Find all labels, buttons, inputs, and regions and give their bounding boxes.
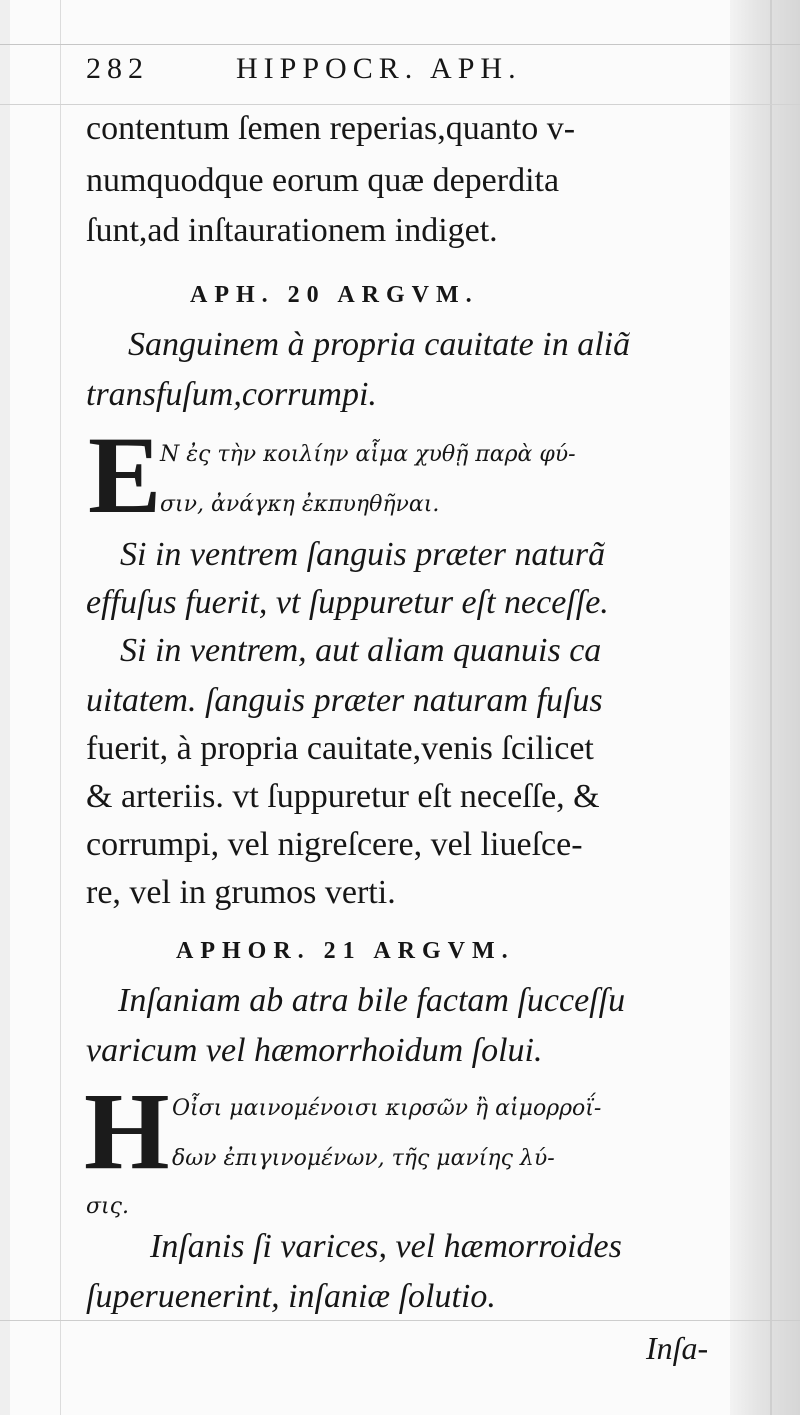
text-line: contentum ſemen reperias,quanto v-	[86, 110, 576, 147]
translation-line: Si in ventrem ſanguis præter naturã	[120, 536, 606, 573]
argument-line: transfuſum,corrumpi.	[86, 376, 377, 413]
greek-line: Οἶσι μαινομένοισι κιρσῶν ἢ αἱμορροΐ-	[172, 1096, 602, 1121]
running-head	[86, 52, 736, 86]
scan-top-line	[0, 44, 800, 45]
translation-line: Inſanis ſi varices, vel hæmorroides	[150, 1228, 622, 1265]
greek-line: δων ἐπιγινομένων, τῆς μανίης λύ-	[172, 1146, 555, 1171]
catchword: Inſa-	[646, 1330, 709, 1366]
commentary-line: Si in ventrem, aut aliam quanuis ca	[120, 632, 602, 669]
translation-line: ſuperuenerint, inſaniæ ſolutio.	[86, 1278, 496, 1315]
section-heading: APH. 20 ARGVM.	[190, 282, 479, 308]
scan-left-edge	[0, 0, 10, 1415]
argument-line: varicum vel hæmorrhoidum ſolui.	[86, 1032, 543, 1069]
greek-line: σις.	[86, 1194, 129, 1219]
page-title: HIPPOCR. APH.	[236, 52, 522, 85]
argument-line: Inſaniam ab atra bile factam ſucceſſu	[118, 982, 626, 1019]
greek-line: Ν ἐς τὴν κοιλίην αἷμα χυθῇ παρὰ φύ-	[160, 442, 576, 467]
commentary-line: corrumpi, vel nigreſcere, vel liueſce-	[86, 826, 583, 863]
drop-capital: H	[84, 1070, 170, 1192]
commentary-line: & arteriis. vt ſuppuretur eſt neceſſe, &	[86, 778, 600, 815]
scan-top-line-2	[0, 104, 800, 105]
section-heading: APHOR. 21 ARGVM.	[176, 938, 515, 964]
scan-right-edge	[730, 0, 800, 1415]
scan-bottom-line	[0, 1320, 800, 1321]
commentary-line: fuerit, à propria cauitate,venis ſcilicet	[86, 730, 594, 767]
scan-vertical-line	[60, 0, 61, 1415]
translation-line: effuſus fuerit, vt ſuppuretur eſt neceſſe.	[86, 584, 609, 621]
drop-capital: E	[88, 414, 162, 536]
greek-line: σιν, ἀνάγκη ἐκπυηθῆναι.	[160, 492, 440, 517]
scan-fold-line	[770, 0, 772, 1415]
commentary-line: re, vel in grumos verti.	[86, 874, 396, 911]
text-line: ſunt,ad inſtaurationem indiget.	[86, 212, 498, 249]
argument-line: Sanguinem à propria cauitate in aliã	[128, 326, 631, 363]
commentary-line: uitatem. ſanguis præter naturam fuſus	[86, 682, 603, 719]
page-number: 282	[86, 52, 149, 85]
text-line: numquodque eorum quæ deperdita	[86, 162, 560, 199]
